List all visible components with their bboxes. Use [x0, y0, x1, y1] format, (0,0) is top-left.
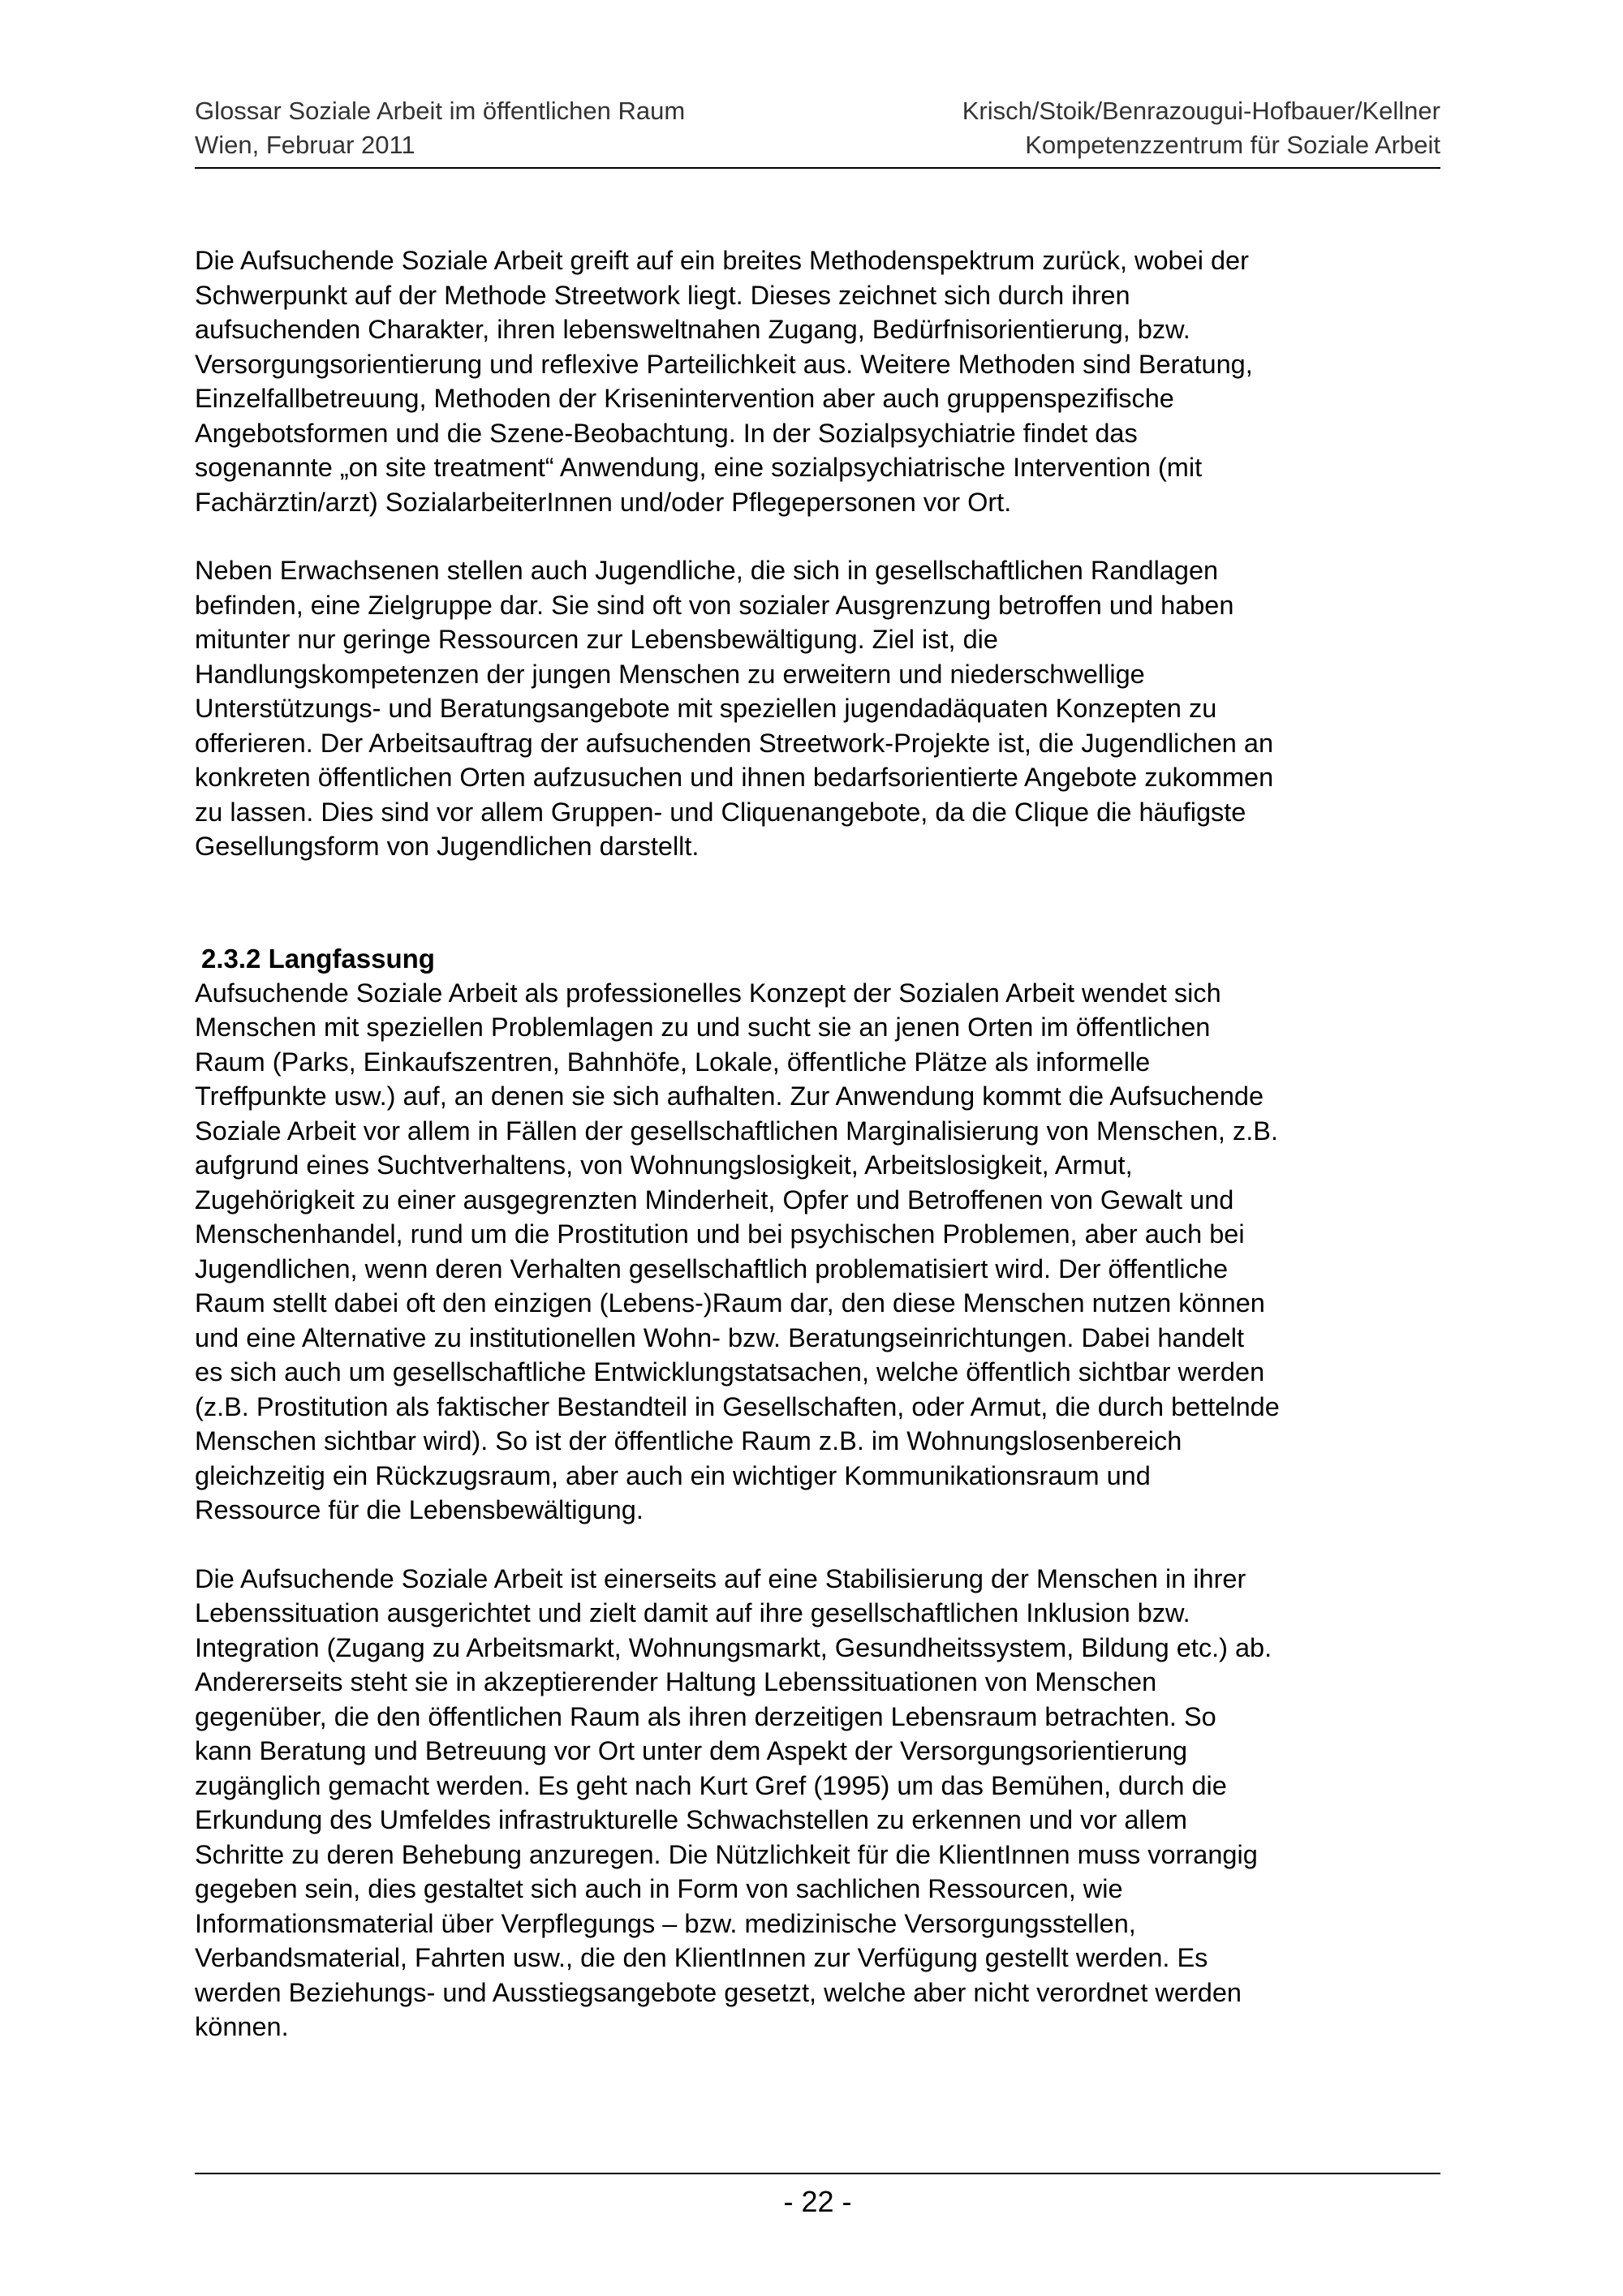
paragraph-line: Menschenhandel, rund um die Prostitution und bei psychischen Problemen, aber auch bei — [195, 1219, 1245, 1249]
section-paragraphs — [195, 976, 1449, 2044]
header-right — [962, 94, 1440, 162]
paragraph-line: Fachärztin/arzt) SozialarbeiterInnen und/oder Pflegepersonen vor Ort. — [195, 487, 1012, 517]
paragraph-line: Ressource für die Lebensbewältigung. — [195, 1495, 644, 1524]
paragraph-line: Gesellungsform von Jugendlichen darstellt. — [195, 832, 700, 861]
paragraph-line: Aufsuchende Soziale Arbeit als professionelles Konzept der Sozialen Arbeit wendet sich — [195, 978, 1221, 1008]
paragraph-line: gleichzeitig ein Rückzugsraum, aber auch ein wichtiger Kommunikationsraum und — [195, 1460, 1151, 1490]
paragraph-line: offerieren. Der Arbeitsauftrag der aufsuchenden Streetwork-Projekte ist, die Jugendlichen an — [195, 728, 1274, 758]
paragraph-line: Neben Erwachsenen stellen auch Jugendliche, die sich in gesellschaftlichen Randlagen — [195, 556, 1219, 585]
paragraph-line: Die Aufsuchende Soziale Arbeit greift auf ein breites Methodenspektrum zurück, wobei der — [195, 246, 1249, 275]
paragraph-line: gegeben sein, dies gestaltet sich auch in Form von sachlichen Ressourcen, wie — [195, 1874, 1123, 1903]
page-body — [195, 243, 1449, 2079]
paragraph-line: Versorgungsorientierung und reflexive Parteilichkeit aus. Weitere Methoden sind Beratung, — [195, 349, 1253, 379]
paragraph-line: Informationsmaterial über Verpflegungs – bzw. medizinische Versorgungsstellen, — [195, 1908, 1136, 1938]
paragraph-line: und eine Alternative zu institutionellen Wohn- bzw. Beratungseinrichtungen. Dabei handelt — [195, 1322, 1245, 1352]
paragraph-line: Erkundung des Umfeldes infrastrukturelle Schwachstellen zu erkennen und vor allem — [195, 1805, 1188, 1834]
paragraph-line: gegenüber, die den öffentlichen Raum als ihren derzeitigen Lebensraum betrachten. So — [195, 1701, 1216, 1731]
page-number: - 22 - — [783, 2185, 852, 2218]
section-heading-wrap — [195, 942, 1449, 976]
section-heading: 2.3.2 Langfassung — [201, 943, 435, 974]
paragraph-line: können. — [195, 2012, 289, 2041]
paragraph-line: Unterstützungs- und Beratungsangebote mit speziellen jugendadäquaten Konzepten zu — [195, 694, 1217, 723]
paragraph-line: zu lassen. Dies sind vor allem Gruppen- und Cliquenangebote, da die Clique die häufigste — [195, 797, 1246, 827]
paragraph-line: werden Beziehungs- und Ausstiegsangebote gesetzt, welche aber nicht verordnet werden — [195, 1977, 1242, 2007]
page-footer — [195, 2173, 1440, 2218]
paragraph-line: Einzelfallbetreuung, Methoden der Krisenintervention aber auch gruppenspezifische — [195, 384, 1174, 413]
paragraph-line: aufsuchenden Charakter, ihren lebensweltnahen Zugang, Bedürfnisorientierung, bzw. — [195, 315, 1190, 344]
paragraph-line: Raum (Parks, Einkaufszentren, Bahnhöfe, Lokale, öffentliche Plätze als informelle — [195, 1047, 1151, 1077]
paragraph — [195, 553, 1449, 864]
paragraph-line: Angebotsformen und die Szene-Beobachtung. In der Sozialpsychiatrie findet das — [195, 418, 1138, 448]
paragraph-line: Menschen sichtbar wird). So ist der öffentliche Raum z.B. im Wohnungslosenbereich — [195, 1426, 1182, 1455]
header-institution: Kompetenzzentrum für Soziale Arbeit — [1025, 131, 1440, 159]
paragraph-line: Zugehörigkeit zu einer ausgegrenzten Minderheit, Opfer und Betroffenen von Gewalt und — [195, 1185, 1234, 1215]
paragraph-line: Andererseits steht sie in akzeptierender Haltung Lebenssituationen von Menschen — [195, 1667, 1157, 1696]
paragraph-line: Treffpunkte usw.) auf, an denen sie sich aufhalten. Zur Anwendung kommt die Aufsuchende — [195, 1081, 1264, 1111]
header-authors: Krisch/Stoik/Benrazougui-Hofbauer/Kellner — [962, 97, 1440, 125]
header-document-title: Glossar Soziale Arbeit im öffentlichen Raum — [195, 97, 686, 125]
paragraph-line: sogenannte „on site treatment“ Anwendung, eine sozialpsychiatrische Intervention (mit — [195, 453, 1203, 482]
paragraph-line: befinden, eine Zielgruppe dar. Sie sind oft von sozialer Ausgrenzung betroffen und haben — [195, 590, 1234, 620]
intro-paragraphs — [195, 243, 1449, 864]
paragraph-line: Jugendlichen, wenn deren Verhalten gesellschaftlich problematisiert wird. Der öffentliche — [195, 1253, 1229, 1283]
paragraph-line: kann Beratung und Betreuung vor Ort unter dem Aspekt der Versorgungsorientierung — [195, 1736, 1188, 1765]
paragraph-line: Schritte zu deren Behebung anzuregen. Die Nützlichkeit für die KlientInnen muss vorrangig — [195, 1839, 1258, 1869]
paragraph — [195, 976, 1449, 1528]
paragraph-line: Menschen mit speziellen Problemlagen zu und sucht sie an jenen Orten im öffentlichen — [195, 1013, 1211, 1042]
paragraph-line: Schwerpunkt auf der Methode Streetwork liegt. Dieses zeichnet sich durch ihren — [195, 280, 1130, 310]
paragraph-line: Lebenssituation ausgerichtet und zielt damit auf ihre gesellschaftlichen Inklusion bzw. — [195, 1598, 1190, 1627]
paragraph-line: Handlungskompetenzen der jungen Menschen zu erweitern und niederschwellige — [195, 659, 1145, 689]
paragraph-line: aufgrund eines Suchtverhaltens, von Wohnungslosigkeit, Arbeitslosigkeit, Armut, — [195, 1150, 1133, 1180]
paragraph — [195, 243, 1449, 519]
paragraph-line: es sich auch um gesellschaftliche Entwicklungstatsachen, welche öffentlich sichtbar werden — [195, 1357, 1265, 1387]
page-header — [195, 94, 1440, 169]
paragraph-line: Die Aufsuchende Soziale Arbeit ist einerseits auf eine Stabilisierung der Menschen in ihrer — [195, 1563, 1246, 1593]
paragraph-line: Integration (Zugang zu Arbeitsmarkt, Wohnungsmarkt, Gesundheitssystem, Bildung etc.) ab. — [195, 1632, 1272, 1662]
paragraph — [195, 1562, 1449, 2044]
paragraph-line: mitunter nur geringe Ressourcen zur Lebensbewältigung. Ziel ist, die — [195, 625, 998, 654]
paragraph-line: Raum stellt dabei oft den einzigen (Lebens-)Raum dar, den diese Menschen nutzen können — [195, 1288, 1265, 1318]
paragraph-line: Soziale Arbeit vor allem in Fällen der gesellschaftlichen Marginalisierung von Menschen, z.B. — [195, 1116, 1278, 1146]
paragraph-line: (z.B. Prostitution als faktischer Bestandteil in Gesellschaften, oder Armut, die durch bettelnde — [195, 1391, 1280, 1421]
paragraph-line: Verbandsmaterial, Fahrten usw., die den KlientInnen zur Verfügung gestellt werden. Es — [195, 1943, 1208, 1972]
paragraph-line: zugänglich gemacht werden. Es geht nach Kurt Gref (1995) um das Bemühen, durch die — [195, 1770, 1227, 1800]
paragraph-line: konkreten öffentlichen Orten aufzusuchen und ihnen bedarfsorientierte Angebote zukommen — [195, 763, 1274, 792]
header-date: Wien, Februar 2011 — [195, 131, 415, 159]
header-left — [195, 94, 685, 162]
